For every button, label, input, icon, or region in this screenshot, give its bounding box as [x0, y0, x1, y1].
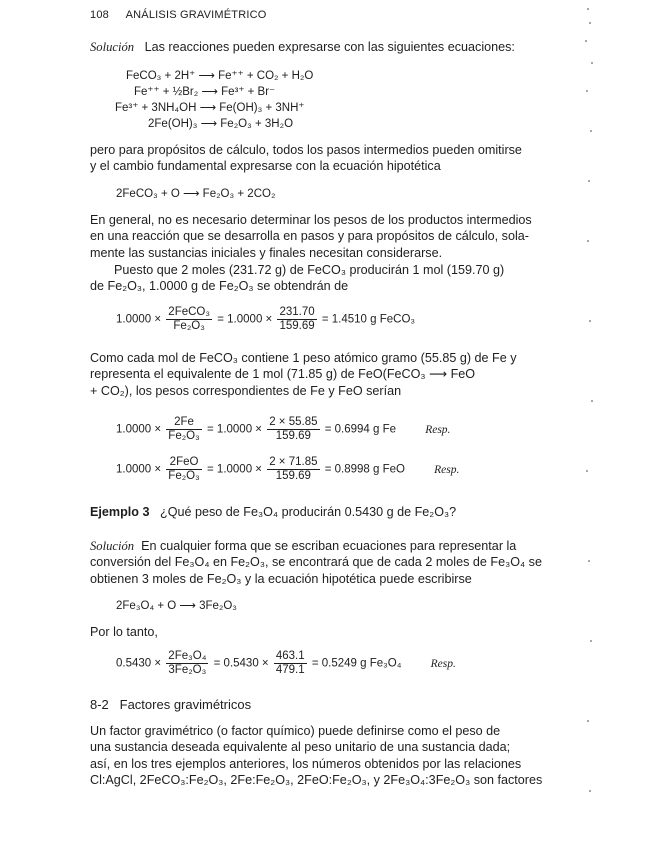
- denominator: 479.1: [275, 664, 305, 676]
- fraction: [166, 650, 208, 677]
- speckle: [590, 130, 592, 132]
- calc-mid: = 1.0000 ×: [207, 423, 263, 436]
- section-number: 8-2: [90, 697, 109, 712]
- calc-lead: 1.0000 ×: [116, 423, 162, 436]
- text-line: + CO₂), los pesos correspondientes de Fe y FeO serían: [90, 383, 402, 398]
- denominator: 3Fe₂O₃: [168, 664, 207, 676]
- paragraph: [90, 723, 568, 788]
- reaction-equation: FeCO₃ + 2H⁺ ⟶ Fe⁺⁺ + CO₂ + H₂O: [126, 70, 314, 82]
- calc-lead: 1.0000 ×: [116, 463, 162, 476]
- fraction: [166, 416, 202, 443]
- scan-speckles: [575, 0, 655, 848]
- denominator: 159.69: [279, 320, 315, 332]
- text-line: mente las sustancias iniciales y finales necesitan considerarse.: [90, 245, 443, 260]
- calc-result: = 0.6994 g Fe: [324, 423, 396, 436]
- text-fragment: En cualquier forma que se escriban ecuaciones para representar la: [141, 539, 517, 553]
- reaction-equation: Fe⁺⁺ + ½Br₂ ⟶ Fe³⁺ + Br⁻: [134, 86, 276, 98]
- example-label: Ejemplo 3: [90, 505, 150, 519]
- denominator: 159.69: [275, 430, 311, 442]
- denominator: Fe₂O₃: [173, 320, 205, 332]
- fraction: [166, 306, 212, 333]
- speckle: [587, 720, 589, 722]
- fraction: [274, 650, 307, 677]
- text-line: Cl:AgCl, 2FeCO₃:Fe₂O₃, 2Fe:Fe₂O₃, 2FeO:Fe₂O₃, y 2Fe₃O₄:3Fe₂O₃ son factores: [90, 772, 543, 787]
- speckle: [590, 640, 592, 642]
- running-title: ANÁLISIS GRAVIMÉTRICO: [125, 9, 267, 21]
- therefore-text: Por lo tanto,: [90, 625, 158, 639]
- text-line: y el cambio fundamental expresarse con la ecuación hipotética: [90, 159, 441, 174]
- calc-lead: 0.5430 ×: [116, 657, 162, 670]
- paragraph: [90, 538, 568, 587]
- resp-label: Resp.: [425, 423, 451, 436]
- page-number: 108: [90, 9, 109, 21]
- speckle: [587, 8, 589, 10]
- text-line: [90, 538, 568, 554]
- denominator: Fe₂O₃: [168, 430, 200, 442]
- running-header: [90, 9, 267, 21]
- reaction-equation: 2Fe(OH)₃ ⟶ Fe₂O₃ + 3H₂O: [148, 118, 294, 130]
- calc-result: = 1.4510 g FeCO₃: [321, 313, 416, 326]
- example-heading: [90, 505, 456, 519]
- calc-mid: = 0.5430 ×: [213, 657, 269, 670]
- speckle: [589, 22, 591, 24]
- calc-mid: = 1.0000 ×: [217, 313, 273, 326]
- resp-label: Resp.: [434, 463, 460, 476]
- fraction: [277, 306, 316, 333]
- speckle: [585, 40, 587, 42]
- text-line: de Fe₂O₃, 1.0000 g de Fe₂O₃ se obtendrán de: [90, 279, 349, 294]
- paragraph: [90, 262, 568, 295]
- paragraph: [90, 350, 568, 399]
- numerator: 2FeO: [166, 456, 202, 470]
- text-line: así, en los tres ejemplos anteriores, los números obtenidos por las relaciones: [90, 756, 522, 771]
- speckle: [589, 790, 591, 792]
- numerator: 2Fe: [166, 416, 202, 430]
- numerator: 231.70: [279, 306, 315, 318]
- fraction: [166, 456, 202, 483]
- solution-intro: [90, 40, 515, 55]
- resp-label: Resp.: [430, 657, 456, 670]
- text-line: una sustancia deseada equivalente al peso unitario de una sustancia dada;: [90, 740, 511, 755]
- calc-lead: 1.0000 ×: [116, 313, 162, 326]
- solution-label: Solución: [90, 40, 135, 54]
- fraction: [267, 456, 319, 483]
- numerator: 2FeCO₃: [168, 306, 211, 318]
- text-line: Un factor gravimétrico (o factor químico) puede definirse como el peso de: [90, 724, 501, 738]
- denominator: 159.69: [275, 470, 311, 482]
- speckle: [586, 470, 588, 472]
- speckle: [591, 62, 593, 64]
- calc-result: = 0.8998 g FeO: [324, 463, 405, 476]
- speckle: [588, 180, 590, 182]
- section-title: Factores gravimétricos: [119, 697, 252, 712]
- text-line: Puesto que 2 moles (231.72 g) de FeCO₃ producirán 1 mol (159.70 g): [114, 263, 505, 277]
- calc-mid: = 1.0000 ×: [207, 463, 263, 476]
- calculation: [116, 306, 415, 333]
- calc-result: = 0.5249 g Fe₃O₄: [311, 657, 402, 670]
- speckle: [586, 90, 588, 92]
- speckle: [589, 320, 591, 322]
- numerator: 2Fe₃O₄: [168, 650, 207, 662]
- speckle: [587, 240, 589, 242]
- hypothetical-equation: 2FeCO₃ + O ⟶ Fe₂O₃ + 2CO₂: [116, 188, 276, 200]
- text-line: obtienen 3 moles de Fe₂O₃ y la ecuación hipotética puede escribirse: [90, 571, 472, 586]
- text-line: conversión del Fe₃O₄ en Fe₂O₃, se encontrará que de cada 2 moles de Fe₃O₄ se: [90, 555, 542, 570]
- example-question: ¿Qué peso de Fe₃O₄ producirán 0.5430 g de Fe₂O₃?: [160, 505, 457, 519]
- speckle: [588, 560, 590, 562]
- text-line: en una reacción que se desarrolla en pasos y para propósitos de cálculo, sola-: [90, 229, 529, 244]
- hypothetical-equation: 2Fe₃O₄ + O ⟶ 3Fe₂O₃: [116, 600, 237, 612]
- numerator: 2 × 55.85: [269, 416, 318, 428]
- numerator: 463.1: [275, 650, 305, 662]
- paragraph: [90, 212, 568, 261]
- reaction-equation: Fe³⁺ + 3NH₄OH ⟶ Fe(OH)₃ + 3NH⁺: [115, 102, 305, 114]
- text-line: Como cada mol de FeCO₃ contiene 1 peso atómico gramo (55.85 g) de Fe y: [90, 351, 517, 365]
- paragraph: [90, 142, 568, 175]
- text-line: pero para propósitos de cálculo, todos los pasos intermedios pueden omitirse: [90, 143, 522, 157]
- numerator: 2 × 71.85: [269, 456, 318, 468]
- denominator: Fe₂O₃: [168, 470, 200, 482]
- calculation: [116, 456, 459, 483]
- text-line: representa el equivalente de 1 mol (71.85 g) de FeO(FeCO₃ ⟶ FeO: [90, 367, 476, 382]
- solution-label: Solución: [90, 539, 135, 553]
- speckle: [591, 400, 593, 402]
- solution-intro-text: Las reacciones pueden expresarse con las siguientes ecuaciones:: [144, 40, 515, 54]
- text-line: En general, no es necesario determinar los pesos de los productos intermedios: [90, 213, 532, 227]
- section-heading: [90, 697, 251, 712]
- calculation: [116, 650, 456, 677]
- calculation: [116, 416, 450, 443]
- fraction: [267, 416, 319, 443]
